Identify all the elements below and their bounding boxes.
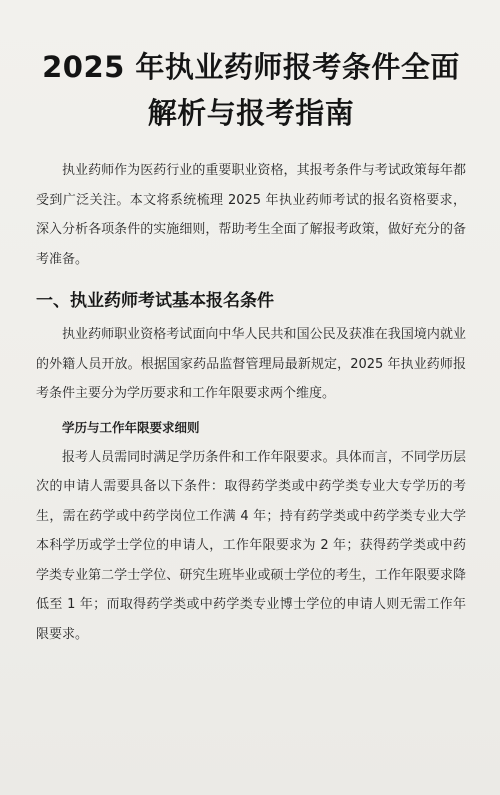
title-line-1: 2025 年执业药师报考条件全面 xyxy=(42,50,460,84)
section-1-paragraph: 执业药师职业资格考试面向中华人民共和国公民及获准在我国境内就业的外籍人员开放。根据国家药品监督管理局最新规定，2025 年执业药师报考条件主要分为学历要求和工作年限要求两个维度。 xyxy=(36,327,466,401)
intro-paragraph: 执业药师作为医药行业的重要职业资格，其报考条件与考试政策每年都受到广泛关注。本文将系统梳理 2025 年执业药师考试的报名资格要求，深入分析各项条件的实施细则，帮助考生全面了解报考政策，做好充分的备考准备。 xyxy=(36,163,466,267)
title-line-2: 解析与报考指南 xyxy=(147,96,355,130)
document-title xyxy=(36,44,466,136)
section-1-subheading: 学历与工作年限要求细则 xyxy=(62,419,200,435)
section-1-heading: 一、执业药师考试基本报名条件 xyxy=(36,291,274,311)
section-1-detail-paragraph: 报考人员需同时满足学历条件和工作年限要求。具体而言，不同学历层次的申请人需要具备以下条件：取得药学类或中药学类专业大专学历的考生，需在药学或中药学岗位工作满 4 年；持有药学类或中药学类专业大学本科学历或学士学位的申请人，工作年限要求为 2 年；获得药学类或中药学类专业第二学士学位、研究生班毕业或硕士学位的考生，工作年限要求降低至 1 年；而取得药学类或中药学类专业博士学位的申请人则无需工作年限要求。 xyxy=(36,449,466,642)
